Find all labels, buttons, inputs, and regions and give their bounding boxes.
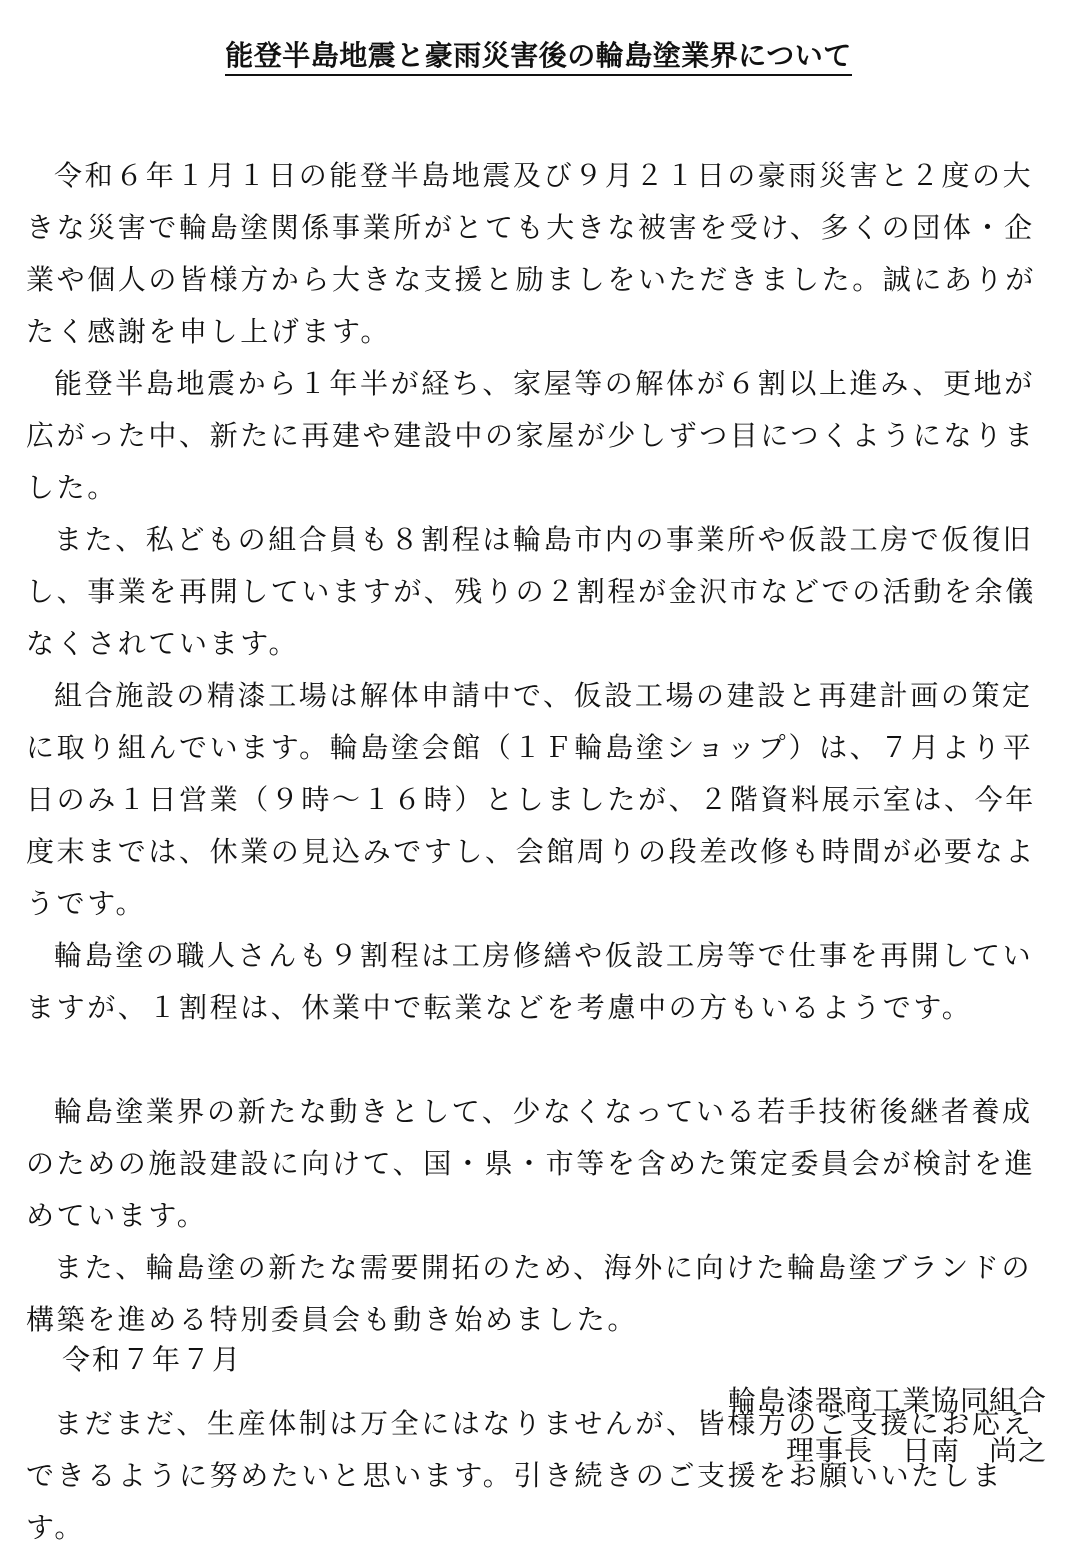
paragraph-gratitude: 令和６年１月１日の能登半島地震及び９月２１日の豪雨災害と２度の大きな災害で輪島塗関係事業所がとても大きな被害を受け、多くの団体・企業や個人の皆様方から大きな支援と励ましをいただきました。誠にありがたく感謝を申し上げます。 — [26, 159, 1036, 348]
paragraph-members-status: また、私どもの組合員も８割程は輪島市内の事業所や仮設工房で仮復旧し、事業を再開していますが、残りの２割程が金沢市などでの活動を余儀なくされています。 — [26, 523, 1036, 660]
document-title: 能登半島地震と豪雨災害後の輪島塗業界について — [225, 39, 851, 76]
document-title-container — [0, 36, 1077, 76]
paragraph-facilities-status: 組合施設の精漆工場は解体申請中で、仮設工場の建設と再建計画の策定に取り組んでいます。輪島塗会館（１Ｆ輪島塗ショップ）は、７月より平日のみ１日営業（９時～１６時）としましたが、２階資料展示室は、今年度末までは、休業の見込みですし、会館周りの段差改修も時間が必要なようです。 — [26, 679, 1036, 920]
paragraph-reconstruction-status: 能登半島地震から１年半が経ち、家屋等の解体が６割以上進み、更地が広がった中、新たに再建や建設中の家屋が少しずつ目につくようになりました。 — [26, 367, 1036, 504]
signature-block — [728, 1376, 1047, 1476]
paragraph-closing: まだまだ、生産体制は万全にはなりませんが、皆様方のご支援にお応えできるように努めたいと思います。引き続きのご支援をお願いいたします。 — [26, 1407, 1034, 1544]
paragraph-training-facility: 輪島塗業界の新たな動きとして、少なくなっている若手技術後継者養成のための施設建設に向けて、国・県・市等を含めた策定委員会が検討を進めています。 — [26, 1095, 1036, 1232]
document-date: 令和７年７月 — [62, 1343, 243, 1376]
paragraph-brand-committee: また、輪島塗の新たな需要開拓のため、海外に向けた輪島塗ブランドの構築を進める特別委員会も動き始めました。 — [26, 1251, 1033, 1336]
paragraph-craftsmen-status: 輪島塗の職人さんも９割程は工房修繕や仮設工房等で仕事を再開していますが、１割程は、休業中で転業などを考慮中の方もいるようです。 — [26, 939, 1034, 1024]
organization-name: 輪島漆器商工業協同組合 — [727, 1384, 1047, 1417]
paragraph-spacer — [26, 1034, 1051, 1086]
signatory-name: 理事長 日南 尚之 — [785, 1434, 1047, 1467]
